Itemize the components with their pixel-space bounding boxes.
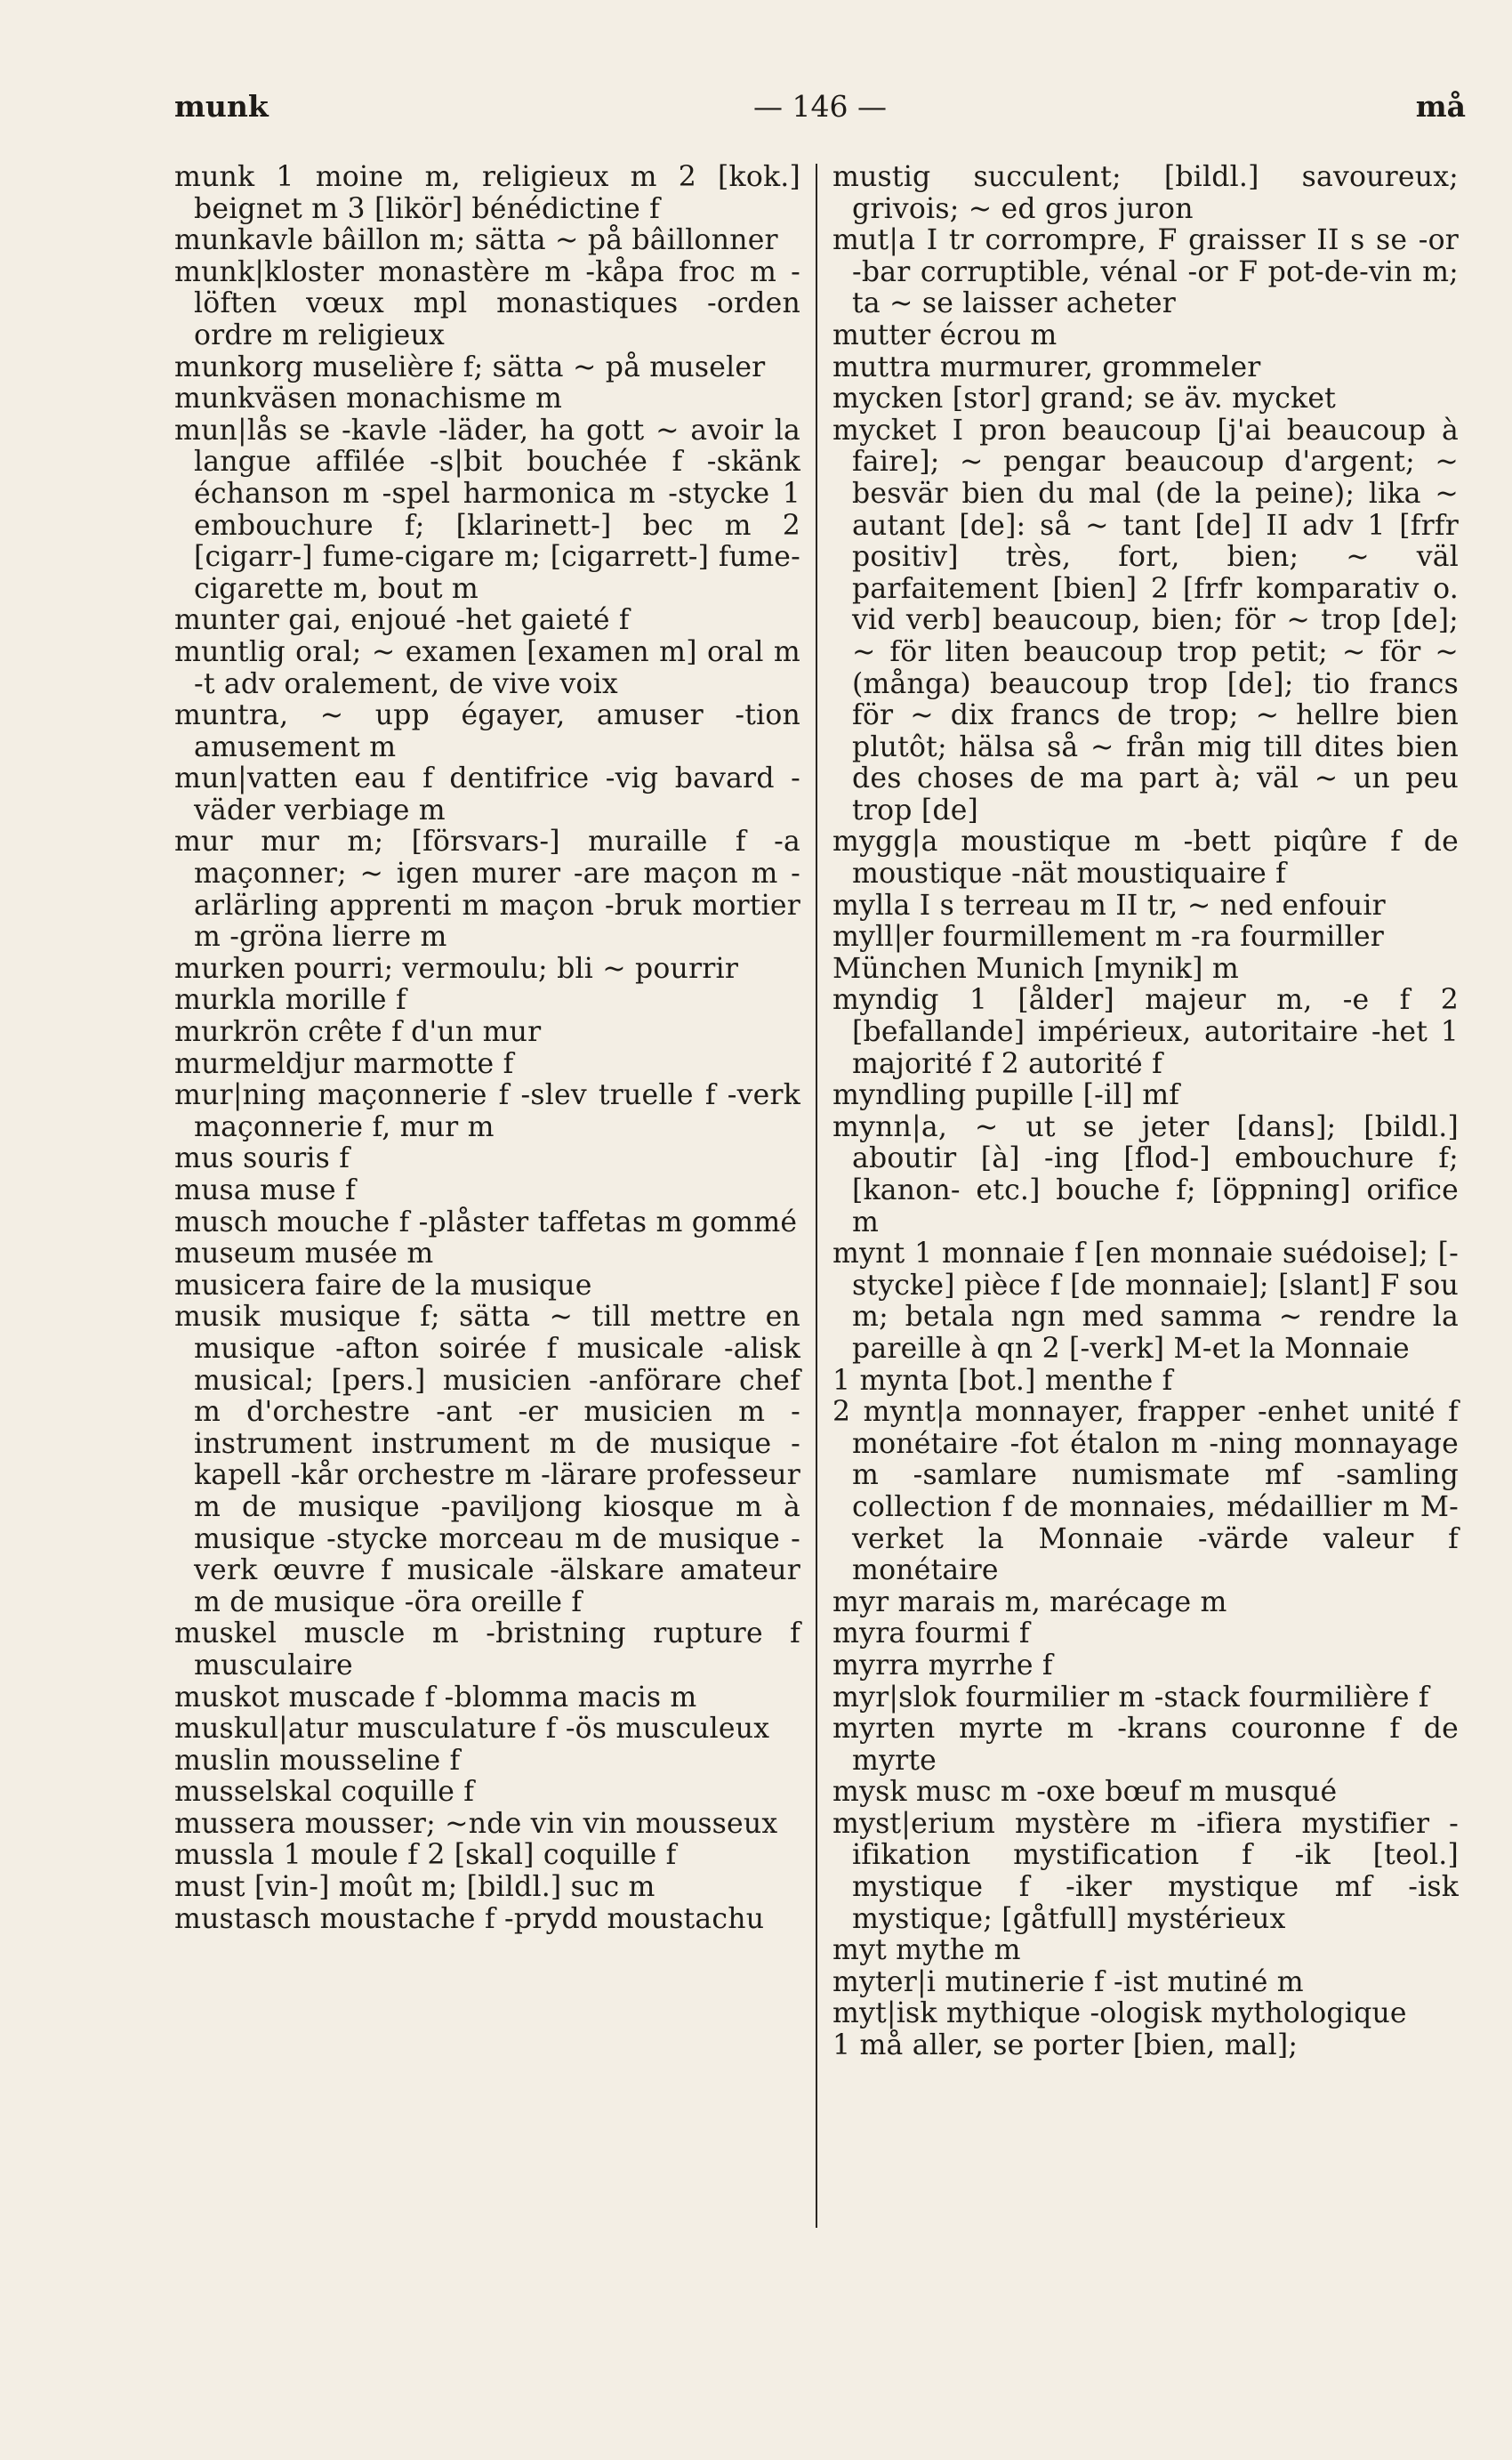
column-divider	[816, 164, 817, 2228]
dictionary-entry: murkrön crête f d'un mur	[174, 1016, 542, 1049]
dictionary-entry: mycket I pron beaucoup [j'ai beaucoup à faire]; ~ pengar beaucoup d'argent; ~ besvär bien du mal (de la peine); lika ~ autant [de]: så ~ tant [de] II adv 1 [frfr positiv] très, fort, bien; ~ väl parfaitement [bien] 2 [frfr komparativ o. vid verb] beaucoup, bien; för ~ trop [de]; ~ för liten beaucoup trop petit; ~ för ~ (många) beaucoup trop [de]; tio francs för ~ dix francs de trop; ~ hellre bien plutôt; hälsa så ~ från mig till dites bien des choses de ma part à; väl ~ un peu trop [de]	[832, 414, 1459, 827]
dictionary-entry: mussla 1 moule f 2 [skal] coquille f	[174, 1839, 677, 1872]
dictionary-entry: mygg|a moustique m -bett piqûre f de moustique -nät moustiquaire f	[832, 826, 1459, 891]
page-number: — 146 —	[753, 89, 887, 124]
dictionary-entry: mysk musc m -oxe bœuf m musqué	[832, 1776, 1338, 1809]
dictionary-entry: muttra murmurer, grommeler	[832, 351, 1261, 383]
dictionary-entry: mut|a I tr corrompre, F graisser II s se -or -bar corruptible, vénal -or F pot-de-vin m; ta ~ se laisser acheter	[832, 224, 1459, 320]
dictionary-entry: mur mur m; [försvars-] muraille f -a maçonner; ~ igen murer -are maçon m -arlärling apprenti m maçon -bruk mortier m -gröna lierre m	[174, 826, 800, 954]
page-header	[174, 89, 1466, 133]
dictionary-entry: myt mythe m	[832, 1934, 1021, 1967]
dictionary-entry: munkorg muselière f; sätta ~ på museler	[174, 351, 766, 383]
dictionary-entry: myndig 1 [ålder] majeur m, -e f 2 [befallande] impérieux, autoritaire -het 1 majorité f 2 autorité f	[832, 984, 1459, 1080]
dictionary-entry: munkväsen monachisme m	[174, 383, 563, 415]
dictionary-entry: myndling pupille [-il] mf	[832, 1079, 1180, 1112]
dictionary-entry: munk 1 moine m, religieux m 2 [kok.] beignet m 3 [likör] bénédictine f	[174, 161, 800, 225]
dictionary-entry: 2 mynt|a monnayer, frapper -enhet unité f monétaire -fot étalon m -ning monnayage m -samlare numismate mf -samling collection f de monnaies, médaillier m M-verket la Monnaie -värde valeur f monétaire	[832, 1396, 1459, 1587]
dictionary-entry: musik musique f; sätta ~ till mettre en musique -afton soirée f musicale -alisk musical; [pers.] musicien -anförare chef m d'orchestre -ant -er musicien m -instrument instrument m de musique -kapell -kår orchestre m -lärare professeur m de musique -paviljong kiosque m à musique -stycke morceau m de musique -verk œuvre f musicale -älskare amateur m de musique -öra oreille f	[174, 1301, 800, 1618]
dictionary-entry: musicera faire de la musique	[174, 1269, 592, 1302]
dictionary-entry: muskel muscle m -bristning rupture f musculaire	[174, 1617, 800, 1682]
dictionary-entry: myrten myrte m -krans couronne f de myrte	[832, 1713, 1459, 1777]
dictionary-entry: myra fourmi f	[832, 1617, 1030, 1650]
dictionary-entry: myr|slok fourmilier m -stack fourmilière f	[832, 1681, 1429, 1714]
left-running-headword: munk	[174, 89, 269, 124]
dictionary-entry: musa muse f	[174, 1174, 356, 1206]
dictionary-entry: myt|isk mythique -ologisk mythologique	[832, 1997, 1407, 2030]
dictionary-entry: 1 mynta [bot.] menthe f	[832, 1364, 1173, 1397]
dictionary-entry: mustig succulent; [bildl.] savoureux; grivois; ~ ed gros juron	[832, 161, 1459, 225]
dictionary-entry: myr marais m, marécage m	[832, 1585, 1227, 1618]
dictionary-entry: mur|ning maçonnerie f -slev truelle f -verk maçonnerie f, mur m	[174, 1079, 800, 1143]
dictionary-entry: murmeldjur marmotte f	[174, 1047, 514, 1080]
dictionary-entry: musselskal coquille f	[174, 1776, 475, 1809]
dictionary-entry: mynt 1 monnaie f [en monnaie suédoise]; [-stycke] pièce f [de monnaie]; [slant] F sou m; betala ngn med samma ~ rendre la pareille à qn 2 [-verk] M-et la Monnaie	[832, 1238, 1459, 1365]
dictionary-entry: murken pourri; vermoulu; bli ~ pourrir	[174, 952, 739, 985]
dictionary-entry: munk|kloster monastère m -kåpa froc m -löften vœux mpl monastiques -orden ordre m religieux	[174, 255, 800, 351]
dictionary-entry: München Munich [mynik] m	[832, 952, 1239, 985]
dictionary-entry: mynn|a, ~ ut se jeter [dans]; [bildl.] aboutir [à] -ing [flod-] embouchure f; [kanon- etc.] bouche f; [öppning] orifice m	[832, 1110, 1459, 1238]
dictionary-entry: mustasch moustache f -prydd moustachu	[174, 1902, 765, 1935]
dictionary-entry: myter|i mutinerie f -ist mutiné m	[832, 1965, 1304, 1998]
dictionary-entry: must [vin-] moût m; [bildl.] suc m	[174, 1871, 655, 1904]
dictionary-entry: muskul|atur musculature f -ös musculeux	[174, 1713, 770, 1746]
dictionary-entry: munter gai, enjoué -het gaieté f	[174, 604, 630, 637]
dictionary-entry: 1 må aller, se porter [bien, mal];	[832, 2029, 1299, 2062]
dictionary-entry: myrra myrrhe f	[832, 1649, 1053, 1682]
dictionary-entry: myst|erium mystère m -ifiera mystifier -ifikation mystification f -ik [teol.] mystique f -iker mystique mf -isk mystique; [gåtfull] mystérieux	[832, 1807, 1459, 1935]
left-column	[174, 162, 800, 1935]
dictionary-entry: mus souris f	[174, 1142, 350, 1175]
dictionary-entry: mussera mousser; ~nde vin vin mousseux	[174, 1807, 778, 1840]
dictionary-entry: mylla I s terreau m II tr, ~ ned enfouir	[832, 889, 1386, 922]
dictionary-entry: murkla morille f	[174, 984, 406, 1017]
dictionary-entry: muslin mousseline f	[174, 1744, 461, 1777]
dictionary-entry: mun|lås se -kavle -läder, ha gott ~ avoir la langue affilée -s|bit bouchée f -skänk échanson m -spel harmonica m -stycke 1 embouchure f; [klarinett-] bec m 2 [cigarr-] fume-cigare m; [cigarrett-] fume-cigarette m, bout m	[174, 414, 800, 605]
dictionary-entry: muntlig oral; ~ examen [examen m] oral m -t adv oralement, de vive voix	[174, 635, 800, 700]
dictionary-entry: munkavle bâillon m; sätta ~ på bâillonner	[174, 224, 778, 257]
dictionary-entry: muskot muscade f -blomma macis m	[174, 1681, 697, 1714]
dictionary-entry: myll|er fourmillement m -ra fourmiller	[832, 921, 1385, 954]
dictionary-entry: mycken [stor] grand; se äv. mycket	[832, 383, 1337, 415]
dictionary-entry: musch mouche f -plåster taffetas m gommé	[174, 1206, 798, 1238]
right-running-headword: må	[1415, 89, 1466, 124]
dictionary-entry: museum musée m	[174, 1238, 434, 1270]
right-column	[832, 162, 1459, 2062]
dictionary-entry: mutter écrou m	[832, 319, 1058, 351]
dictionary-entry: mun|vatten eau f dentifrice -vig bavard -väder verbiage m	[174, 762, 800, 827]
dictionary-entry: muntra, ~ upp égayer, amuser -tion amusement m	[174, 699, 800, 763]
